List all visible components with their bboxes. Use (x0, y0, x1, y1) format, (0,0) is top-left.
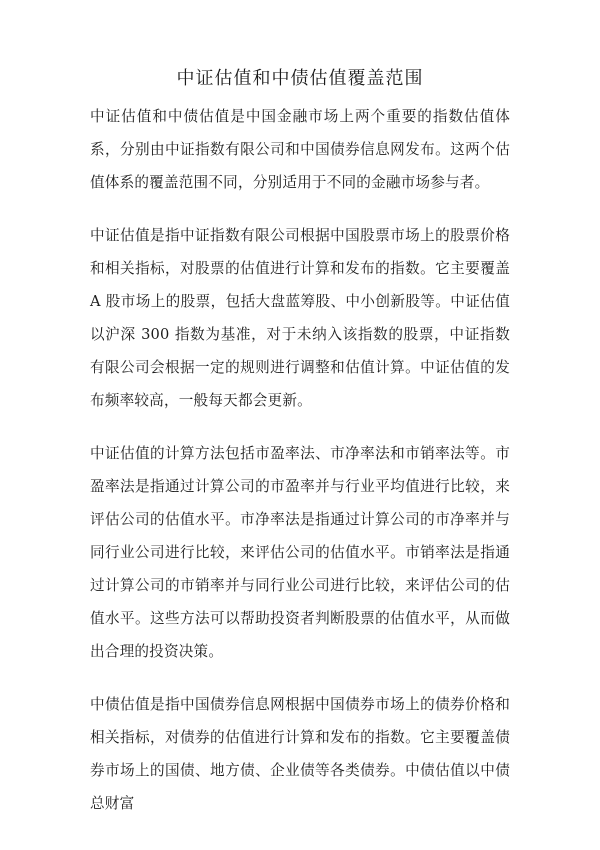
paragraph-csi-valuation: 中证估值是指中证指数有限公司根据中国股票市场上的股票价格和相关指标，对股票的估值进行计算和发布的指数。它主要覆盖 A 股市场上的股票，包括大盘蓝筹股、中小创新股等。中证估值以沪深 300 指数为基准，对于未纳入该指数的股票，中证指数有限公司会根据一定的规则进行调整和估值计算。中证估值的发布频率较高，一般每天都会更新。 (90, 227, 510, 409)
paragraph-chinabond-valuation: 中债估值是指中国债券信息网根据中国债券市场上的债券价格和相关指标，对债券的估值进行计算和发布的指数。它主要覆盖债券市场上的国债、地方债、企业债等各类债券。中债估值以中债总财富 (90, 696, 510, 812)
document-title: 中证估值和中债估值覆盖范围 (176, 68, 424, 89)
paragraph-intro: 中证估值和中债估值是中国金融市场上两个重要的指数估值体系，分别由中证指数有限公司和中国债券信息网发布。这两个估值体系的覆盖范围不同，分别适用于不同的金融市场参与者。 (90, 108, 510, 191)
paragraph-csi-methods: 中证估值的计算方法包括市盈率法、市净率法和市销率法等。市盈率法是指通过计算公司的市盈率并与行业平均值进行比较，来评估公司的估值水平。市净率法是指通过计算公司的市净率并与同行业公司进行比较，来评估公司的估值水平。市销率法是指通过计算公司的市销率并与同行业公司进行比较，来评估公司的估值水平。这些方法可以帮助投资者判断股票的估值水平，从而做出合理的投资决策。 (90, 445, 510, 660)
